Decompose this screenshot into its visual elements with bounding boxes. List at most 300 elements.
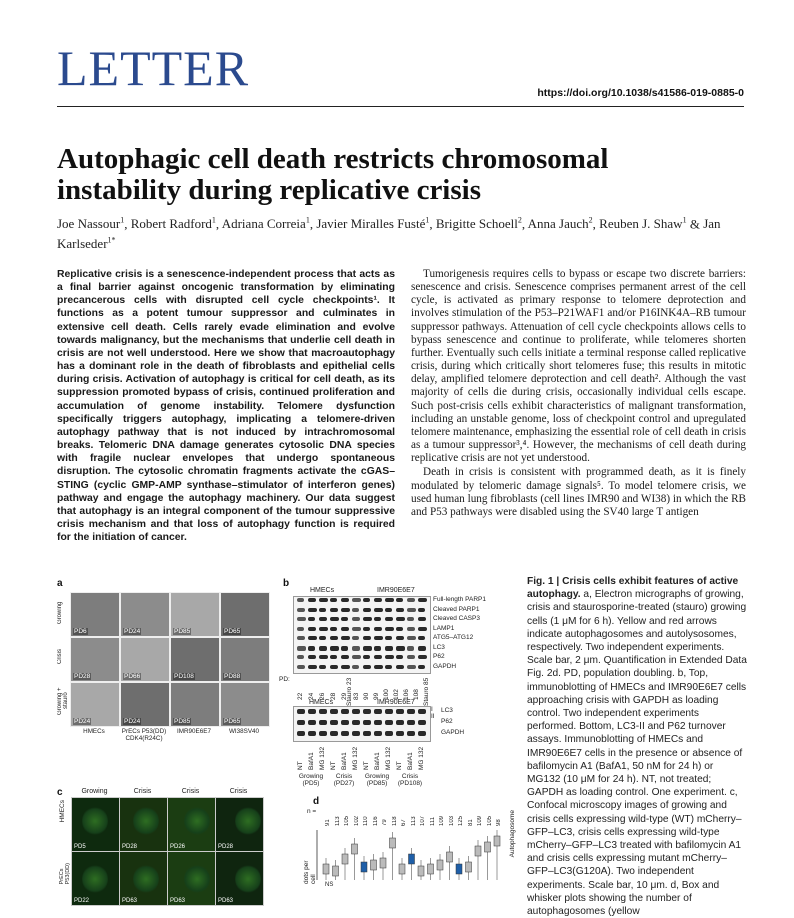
panel-d-right-label: Autophagosome (509, 810, 516, 858)
treatment-label: NT (396, 761, 403, 770)
blot-band (352, 646, 360, 651)
treatment-label: MG 132 (418, 746, 425, 770)
blot-band (396, 731, 404, 736)
blot-band (418, 617, 426, 621)
blot-band (330, 617, 339, 621)
blot-band (374, 655, 382, 659)
em-micrograph (170, 682, 220, 727)
em-row-label: Growing + stauro (57, 687, 69, 715)
blot-band (341, 655, 349, 659)
n-value: 109 (439, 815, 445, 826)
blot-band (330, 636, 338, 640)
confocal-image (119, 851, 168, 906)
blot-band (385, 636, 392, 640)
pd-value: 29 (341, 692, 348, 700)
pd-value: 28 (330, 692, 337, 700)
blot-group-hmecs: HMECs (310, 587, 335, 594)
em-column-label: WI38SV40 (228, 728, 260, 735)
box (485, 842, 491, 852)
confocal-image (71, 851, 120, 906)
blot-band (297, 608, 305, 612)
em-micrograph (220, 592, 270, 637)
box (333, 866, 339, 876)
blot-band (352, 709, 360, 714)
n-value: 109 (477, 815, 483, 826)
blot-band (330, 598, 337, 602)
blot-band (308, 608, 317, 612)
pd-value: 26 (319, 692, 326, 700)
blot-band (341, 598, 349, 602)
blot-band (418, 598, 427, 602)
doi-link[interactable]: https://doi.org/10.1038/s41586-019-0885-0 (537, 87, 744, 99)
blot-band (396, 627, 403, 631)
pd-label: PD65 (224, 628, 241, 635)
blot-band (330, 709, 338, 714)
author-affiliation: 1* (107, 235, 116, 245)
cell-body (184, 864, 210, 894)
band-label: GAPDH (441, 729, 465, 736)
stauro-label-imr: Stauro 85 (423, 677, 430, 706)
condition-label: Crisis (PD27) (333, 773, 355, 787)
cell-body (184, 806, 210, 836)
blot-band (396, 665, 404, 669)
pd-label: PD88 (224, 673, 241, 680)
blot-band (308, 617, 315, 621)
em-micrograph (170, 592, 220, 637)
blot-band (352, 731, 360, 736)
n-value: 102 (353, 815, 360, 826)
blot-band (330, 731, 338, 736)
treatment-label: NT (330, 761, 337, 770)
blot-band (308, 720, 316, 725)
blot-band (297, 636, 305, 640)
panel-a-label: a (57, 578, 63, 589)
blot-band (363, 731, 371, 736)
blot-band (407, 655, 415, 659)
n-value: 116 (372, 816, 379, 826)
panel-b-label: b (283, 578, 290, 589)
box (399, 864, 405, 874)
author-affiliation: 1 (425, 216, 430, 225)
body-paragraph-1: Tumorigenesis requires cells to bypass or escape two discrete barriers: senescence and crisis. Senescence comprises permanent arrest of the cell cycle, is activated as primary response to telomere deprotection and involves stimulation of the P53–P21WAF1 and/or P16INK4A–RB tumour suppressor pathways. Attenuation of cell cycle checkpoints allows cells to bypass senescence and continue to proliferate, while telomeres shorten further. Eventually such cells initiate a terminal response called replicative crisis, during which critically short telomeres fuse; this results in mitotic delay, amplified telomere deprotection and cell death². Although the vast majority of cells die during crisis, occasionally individual cells escape. Such post-crisis cells exhibit characteristics of malignant transformation, including an unstable genome, loss of checkpoint control and upregulated telomere maintenance, emphasizing the essential role of cell death in crisis as a tumour suppressor³,⁴. However, the mechanisms of cell death during replicative crisis are not yet understood. (411, 268, 746, 465)
blot-band (341, 709, 349, 714)
em-row-label: Growing (57, 601, 63, 625)
pd-label: PD28 (122, 844, 138, 850)
blot-band (352, 627, 361, 631)
article-title: Autophagic cell death restricts chromosomal instability during replicative crisis (57, 143, 609, 206)
pd-label: PD63 (218, 898, 234, 904)
box (437, 860, 443, 870)
em-micrograph (220, 682, 270, 727)
blot-band (341, 617, 348, 621)
confocal-image (215, 797, 264, 852)
author-name: Jan Karlseder$^{1*}$ (57, 216, 721, 251)
band-label: LAMP1 (433, 624, 455, 632)
confocal-image (167, 797, 216, 852)
confocal-column-label: Growing (81, 788, 108, 795)
em-column-label: IMR90E6E7 (177, 728, 211, 735)
blot-band (396, 655, 403, 659)
author-affiliation: 2 (588, 216, 593, 225)
pd-value: 99 (373, 692, 380, 700)
confocal-image (71, 797, 120, 852)
box (466, 862, 472, 872)
blot-band (308, 646, 315, 651)
blot-band (374, 627, 382, 631)
n-value: 105 (344, 815, 350, 826)
box (380, 858, 386, 868)
blot-band (374, 709, 382, 714)
blot-band (341, 720, 349, 725)
box (323, 864, 329, 874)
condition-label: Growing (PD5) (298, 773, 324, 787)
blot-band (297, 720, 305, 725)
blot-band (330, 655, 337, 659)
n-value: 113 (410, 816, 417, 826)
body-paragraph-2: Death in crisis is consistent with programmed death, as it is finely modulated by telomeric damage signals⁵. To model telomere crisis, we used human lung fibroblasts (cell lines IMR90 and WI38) in which the RB and P53 pathways were disabled using the SV40 large T antigen (411, 466, 746, 518)
blot-band (385, 608, 392, 612)
blot-band (374, 617, 381, 621)
pd-label: PD24 (124, 718, 141, 725)
pd-label: PD85 (174, 718, 191, 725)
box (428, 864, 434, 874)
treatment-label: BafA1 (308, 752, 315, 770)
box (447, 852, 453, 862)
em-micrograph (120, 592, 170, 637)
n-value: 98 (496, 819, 502, 826)
blot-band (308, 655, 316, 659)
n-value: 103 (448, 815, 455, 826)
confocal-image (167, 851, 216, 906)
em-micrograph (170, 637, 220, 682)
pd-label: PD6 (74, 628, 87, 635)
author-affiliation: 1 (305, 216, 310, 225)
blot-band (385, 720, 393, 725)
blot-band (407, 608, 416, 612)
blot-band (418, 731, 426, 736)
blot-band (297, 665, 305, 669)
blot-band (407, 665, 416, 669)
blot-band (352, 636, 359, 640)
blot-band (363, 646, 372, 651)
pd-label: PD108 (174, 673, 194, 680)
blot-band (407, 720, 415, 725)
blot-band (308, 636, 317, 640)
blot-band (319, 636, 326, 640)
em-micrograph (220, 637, 270, 682)
blot-band (418, 608, 425, 612)
blot-band (319, 720, 327, 725)
figure-caption (527, 575, 747, 918)
blot-band (352, 720, 360, 725)
blot-band (374, 720, 382, 725)
pd-label: PD65 (224, 718, 241, 725)
cell-body (133, 864, 159, 894)
pd-value: 100 (383, 689, 390, 700)
author-affiliation: 2 (517, 216, 522, 225)
blot-band (385, 627, 394, 631)
author-affiliation: 1 (211, 216, 216, 225)
stauro-label-hmec: Stauro 23 (346, 677, 353, 706)
pd-label: PD85 (174, 628, 191, 635)
blot-band (330, 646, 339, 651)
blot-band (341, 731, 349, 736)
em-micrograph (120, 637, 170, 682)
blot-band (407, 617, 414, 621)
pd-label: PD24 (74, 718, 91, 725)
n-value: 91 (325, 819, 331, 826)
treatment-label: BafA1 (341, 752, 348, 770)
blot-band (319, 598, 328, 602)
blot-band (396, 608, 404, 612)
blot-band (385, 709, 393, 714)
blot-band (330, 627, 337, 631)
cell-body (235, 864, 261, 894)
blot-band (407, 709, 415, 714)
panel-d-ylabel: dots per cell (303, 860, 317, 884)
lc3-tag-i: I (431, 706, 433, 713)
author-name: Brigitte Schoell$^2$ (435, 216, 522, 232)
blot-band (374, 731, 382, 736)
section-heading: LETTER (57, 40, 250, 96)
pd-label: PD5 (74, 844, 86, 850)
blot-band (396, 720, 404, 725)
blot-band (341, 608, 350, 612)
blot-band (330, 608, 338, 612)
blot-band (308, 731, 316, 736)
blot-band (341, 646, 348, 651)
blot-band (418, 636, 425, 640)
blot-band (363, 636, 371, 640)
em-micrograph (70, 592, 120, 637)
condition-label: Crisis (PD108) (397, 773, 423, 787)
pd-label: PD66 (124, 673, 141, 680)
blot-bottom-group-hmecs: HMECs (309, 699, 334, 706)
blot-band (341, 665, 350, 669)
blot-band (297, 731, 305, 736)
condition-label: Growing (PD85) (364, 773, 390, 787)
blot-band (319, 617, 327, 621)
band-label: Cleaved PARP1 (433, 605, 480, 613)
blot-band (319, 608, 326, 612)
confocal-column-label: Crisis (181, 788, 200, 795)
author-list: Joe Nassour$^1$, Robert Radford$^1$, Adriana Correia$^1$, Javier Miralles Fusté$^1$, Brigitte Schoell$^2$, Anna Jauch$^2$, Reuben J. Shaw$^1$ & Jan Karlseder$^{1*}$ (57, 216, 721, 251)
blot-band (297, 598, 304, 602)
panel-c-label: c (57, 787, 63, 798)
pd-value: 106 (403, 689, 410, 700)
treatment-label: MG 132 (385, 746, 392, 770)
confocal-column-label: Crisis (133, 788, 152, 795)
lc3-tag-ii: II (431, 713, 435, 720)
blot-band (363, 608, 371, 612)
blot-band (363, 665, 371, 669)
blot-band (297, 646, 306, 651)
n-value: 118 (391, 816, 398, 826)
treatment-label: MG 132 (352, 746, 359, 770)
blot-bottom-group-imr90: IMR90E6E7 (377, 699, 415, 706)
pd-label: PD63 (170, 898, 186, 904)
blot-band (297, 655, 304, 659)
band-label: LC3 (433, 643, 445, 651)
blot-band (363, 598, 370, 602)
blot-band (418, 709, 426, 714)
blot-band (330, 665, 338, 669)
blot-band (297, 709, 305, 714)
blot-band (374, 646, 381, 651)
blot-band (308, 598, 316, 602)
pd-value: 24 (308, 692, 315, 700)
em-micrograph (70, 637, 120, 682)
panel-c-row-hmecs: HMECs (59, 800, 66, 823)
n-value: 79 (382, 819, 388, 826)
blot-band (319, 731, 327, 736)
confocal-image (119, 797, 168, 852)
blot-band (374, 665, 383, 669)
author-name: Adriana Correia$^1$ (221, 216, 310, 232)
caption-title: Fig. 1 | Crisis cells exhibit features of active autophagy. (527, 576, 739, 601)
blot-band (308, 627, 316, 631)
blot-band (418, 627, 427, 631)
blot-band (341, 627, 349, 631)
blot-band (407, 646, 414, 651)
blot-band (341, 636, 350, 640)
blot-band (418, 665, 425, 669)
blot-band (385, 731, 393, 736)
pd-prefix: PD: (279, 676, 290, 683)
pd-label: PD24 (124, 628, 141, 635)
blot-band (396, 709, 404, 714)
blot-band (308, 665, 317, 669)
blot-band (363, 627, 370, 631)
author-name: Javier Miralles Fusté$^1$ (316, 216, 430, 232)
pd-label: PD28 (74, 673, 91, 680)
box (456, 864, 462, 874)
treatment-label: BafA1 (407, 752, 414, 770)
blot-band (319, 646, 327, 651)
blot-band (396, 636, 404, 640)
blot-band (352, 655, 361, 659)
author-name: Anna Jauch$^2$ (527, 216, 593, 232)
n-value: 81 (467, 819, 474, 826)
blot-band (319, 709, 327, 714)
blot-band (407, 598, 415, 602)
blot-band (374, 598, 382, 602)
caption-text: a, Electron micrographs of growing, crisis and staurosporine-treated (stauro) growing cells (1 μM for 6 h). Yellow and red arrows indicate autophagosomes and autolysosomes, respectively. Two independent experiments. Scale bar, 2 μm. Quantification in Extended Data Fig. 2d. PD, population doubling. b, Top, immunoblotting of HMECs and IMR90E6E7 cells approaching crisis with GAPDH as loading control. Two independent experiments performed. Bottom, LC3-II and P62 turnover assays. Immunoblotting of HMECs and IMR90E6E7 cells in the presence or absence of bafilomycin A1 (BafA1, 50 nM for 24 h) or MG132 (10 μM for 24 h). NT, not treated; GAPDH as loading control. One experiment. c, Confocal microscopy images of growing and crisis cells expressing wild-type (WT) mCherry–GFP–LC3, crisis cells expressing wild-type mCherry–GFP–LC3 treated with bafilomycin A1 and crisis cells expressing mutant mCherry–GFP–LC3(G120A). Two independent experiments. Scale bar, 10 μm. d, Box and whisker plots showing the number of autophagosomes (yellow (527, 589, 747, 918)
n-value: 107 (420, 815, 426, 826)
body-text (411, 268, 746, 519)
cell-body (82, 864, 108, 894)
blot-band (319, 655, 328, 659)
author-name: Robert Radford$^1$ (130, 216, 216, 232)
n-value: 113 (334, 816, 341, 826)
cell-body (235, 806, 261, 836)
n-value: 111 (429, 816, 436, 826)
header-rule (57, 106, 744, 107)
box (409, 854, 415, 864)
n-value: 125 (458, 815, 464, 826)
panel-d-n-prefix: n = (307, 808, 317, 815)
pd-value: 83 (353, 692, 360, 700)
blot-band (319, 627, 328, 631)
blot-band (396, 646, 405, 651)
blot-band (407, 731, 415, 736)
treatment-label: NT (297, 761, 304, 770)
em-row-label: Crisis (57, 649, 63, 665)
pd-label: PD26 (170, 844, 186, 850)
treatment-label: BafA1 (374, 752, 381, 770)
n-value: 105 (486, 815, 493, 826)
blot-band (352, 665, 359, 669)
blot-band (319, 665, 326, 669)
blot-band (308, 709, 316, 714)
blot-band (385, 617, 393, 621)
blot-band (418, 646, 426, 651)
band-label: P62 (441, 718, 453, 725)
pd-label: PD22 (74, 898, 90, 904)
box (475, 846, 481, 856)
author-name: Reuben J. Shaw$^1$ (599, 216, 687, 232)
blot-band (297, 617, 306, 621)
box (390, 838, 396, 848)
blot-band (374, 636, 383, 640)
blot-band (385, 665, 392, 669)
blot-band (407, 627, 415, 631)
blot-band (418, 655, 427, 659)
band-label: ATG5–ATG12 (433, 634, 474, 641)
blot-band (330, 720, 338, 725)
cell-body (133, 806, 159, 836)
box (371, 860, 377, 870)
em-column-label: HMECs (83, 728, 105, 735)
blot-band (418, 720, 426, 725)
panel-c-row-precs: PrECs P53(DD) (59, 863, 71, 885)
ns-label: NS (325, 882, 334, 888)
blot-band (396, 598, 403, 602)
band-label: Cleaved CASP3 (433, 615, 480, 622)
blot-band (352, 598, 361, 602)
blot-band (407, 636, 416, 640)
abstract: Replicative crisis is a senescence-independent process that acts as a final barrier against oncogenic transformation by eliminating precancerous cells with disrupted cell cycle checkpoints¹. It functions as a potent tumour suppressor and culminates in extensive cell death. Cells rarely evade elimination and evolve towards malignancy, but the mechanisms that underlie cell death in crisis are not well understood. Here we show that macroautophagy has a dominant role in the death of fibroblasts and epithelial cells during crisis. Activation of autophagy is critical for cell death, as its suppression promoted bypass of crisis, continued proliferation and accumulation of genome instability. Telomere dysfunction specifically triggers autophagy, implicating a telomere-driven autophagy pathway that is not induced by intrachromosomal breaks. Telomeric DNA damage generates cytosolic DNA species with fragile nuclear envelopes that undergo spontaneous disruption. The cytosolic chromatin fragments activate the cGAS–STING (cyclic GMP-AMP synthase–stimulator of interferon genes) pathway and engage the autophagy machinery. Our data suggest that autophagy is an integral component of the tumour suppressive crisis mechanism and that loss of autophagy function is required for the initiation of cancer. (57, 269, 395, 544)
blot-group-imr90: IMR90E6E7 (377, 587, 415, 594)
box (361, 862, 367, 872)
author-affiliation: 1 (120, 216, 125, 225)
box (352, 844, 358, 854)
blot-band (363, 720, 371, 725)
blot-band (363, 709, 371, 714)
pd-value: 90 (363, 692, 370, 700)
confocal-column-label: Crisis (229, 788, 248, 795)
blot-band (385, 655, 394, 659)
band-label: Full-length PARP1 (433, 596, 486, 603)
panel-d-label: d (313, 796, 320, 807)
pd-value: 102 (393, 689, 400, 700)
blot-band (352, 617, 360, 621)
figure-1 (57, 578, 522, 904)
panel-d-boxplots (313, 828, 513, 884)
pd-value: 22 (297, 692, 304, 700)
cell-body (82, 806, 108, 836)
blot-band (385, 646, 393, 651)
blot-band (352, 608, 359, 612)
author-name: Joe Nassour$^1$ (57, 216, 125, 232)
em-column-label: PrECs P53(DD) CDK4(R24C) (121, 728, 167, 742)
band-label: GAPDH (433, 662, 457, 670)
n-value: 110 (363, 816, 369, 826)
treatment-label: MG 132 (319, 746, 326, 770)
treatment-label: NT (363, 761, 370, 770)
pd-label: PD63 (122, 898, 138, 904)
box (494, 836, 500, 846)
